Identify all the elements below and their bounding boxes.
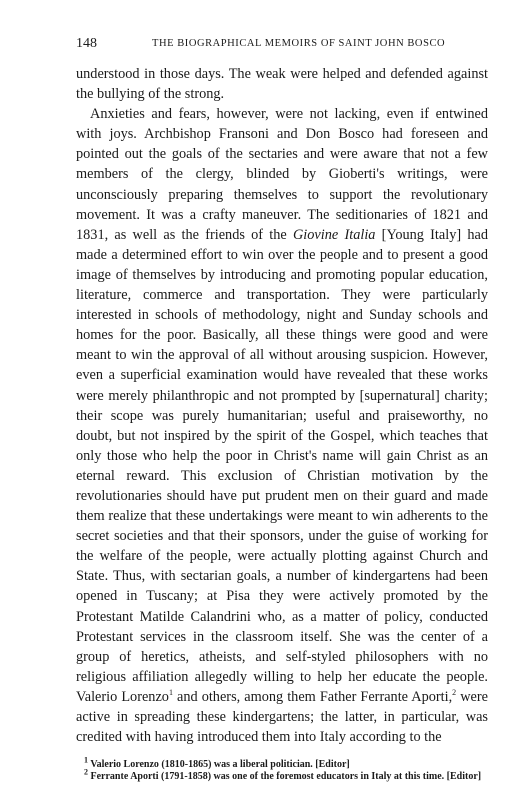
paragraph-2-text-b: [Young Italy] had made a determined effort to win over the people and to present a good image of themselves by introducing and promoting popular education, literature, commerce and transportation. They were particularly interested in schools of methodology, night and Sunday schools and homes for the poor. Basically, all these things were good and were meant to win the approval of all without arousing suspicion. However, even a superficial examination would have revealed that these works were merely philanthropic and not prompted by [supernatural] charity; their scope was purely humanitarian; useful and praiseworthy, no doubt, but not inspired by the spirit of the Gospel, which teaches that only those who help the poor in Christ's name will gain Christ as an eternal reward. This exclusion of Christian motivation by the revolutionaries should have put prudent men on their guard and made them realize that these undertakings were meant to win adherents to the secret societies and that their sponsors, under the guise of working for the welfare of the people, were actually plotting against Church and State. Thus, with sectarian goals, a number of kindergartens had been opened in Tuscany; at Pisa they were actively promoted by the Protestant Matilde Calandrini who, as a matter of policy, conducted Protestant services in the classroom itself. She was the center of a group of heretics, atheists, and self-styled philosophers with no religious affiliation allegedly willing to help her educate the people. Valerio Lorenzo <box>76 226 488 705</box>
book-page <box>76 34 488 783</box>
paragraph-1-text: understood in those days. The weak were helped and defended against the bullying of the strong. <box>76 66 488 103</box>
footnote-2 <box>76 767 488 783</box>
footnote-2-marker: 2 <box>84 767 88 777</box>
italic-title-giovine-italia: Giovine Italia <box>292 226 376 243</box>
running-head <box>76 34 488 56</box>
footnote-1 <box>76 755 488 771</box>
running-title: THE BIOGRAPHICAL MEMOIRS OF SAINT JOHN BOSCO <box>152 38 446 49</box>
footnote-ref-2[interactable]: 2 <box>452 688 457 698</box>
paragraph-anxieties <box>76 104 488 747</box>
paragraph-2-text-c: and others, among them Father Ferrante Aporti, <box>172 688 453 705</box>
footnote-2-text: Ferrante Aporti (1791-1858) was one of the foremost educators in Italy at this time. [Editor] <box>88 771 482 783</box>
paragraph-continued <box>76 64 488 104</box>
footnote-1-marker: 1 <box>84 755 88 765</box>
footnote-ref-1[interactable]: 1 <box>168 688 173 698</box>
footnotes <box>76 755 488 783</box>
paragraph-2-text-a: Anxieties and fears, however, were not lacking, even if entwined with joys. Archbishop Fransoni and Don Bosco had foreseen and pointed out the goals of the sectaries and were aware that not a few members of the clergy, blinded by Gioberti's writings, were unconsciously preparing themselves to support the revolutionary movement. It was a crafty maneuver. The seditionaries of 1821 and 1831, as well as the friends of the <box>76 106 488 243</box>
body-text <box>76 64 488 747</box>
footnote-1-text: Valerio Lorenzo (1810-1865) was a liberal politician. [Editor] <box>88 759 350 771</box>
page-number: 148 <box>76 36 97 51</box>
paragraph-2-text-d: were active in spreading these kindergartens; the latter, in particular, was credited with having introduced them into Italy according to the <box>76 688 488 746</box>
